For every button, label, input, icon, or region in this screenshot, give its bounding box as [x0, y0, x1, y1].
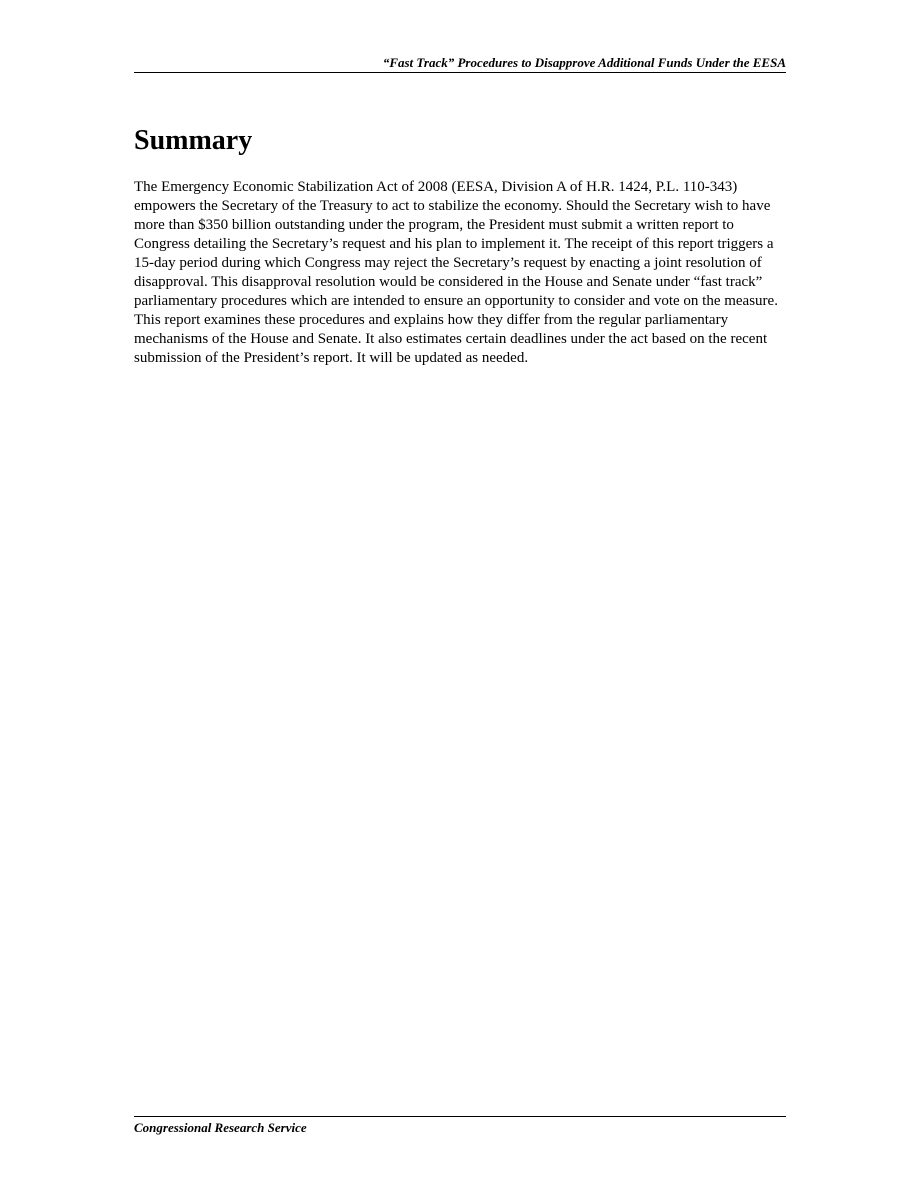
running-footer-organization: Congressional Research Service [134, 1120, 307, 1135]
running-header-title: “Fast Track” Procedures to Disapprove Additional Funds Under the EESA [382, 55, 786, 70]
section-heading: Summary [134, 125, 253, 156]
footer-divider [134, 1116, 786, 1117]
summary-paragraph: The Emergency Economic Stabilization Act of 2008 (EESA, Division A of H.R. 1424, P.L. 110-343) empowers the Secretary of the Treasury to act to stabilize the economy. Should the Secretary wish to have more than $350 billion outstanding under the program, the President must submit a written report to Congress detailing the Secretary’s request and his plan to implement it. The receipt of this report triggers a 15-day period during which Congress may reject the Secretary’s request by enacting a joint resolution of disapproval. This disapproval resolution would be considered in the House and Senate under “fast track” parliamentary procedures which are intended to ensure an opportunity to consider and vote on the measure. This report examines these procedures and explains how they differ from the regular parliamentary mechanisms of the House and Senate. It also estimates certain deadlines under the act based on the recent submission of the President’s report. It will be updated as needed. [134, 179, 778, 366]
header-divider [134, 72, 786, 73]
